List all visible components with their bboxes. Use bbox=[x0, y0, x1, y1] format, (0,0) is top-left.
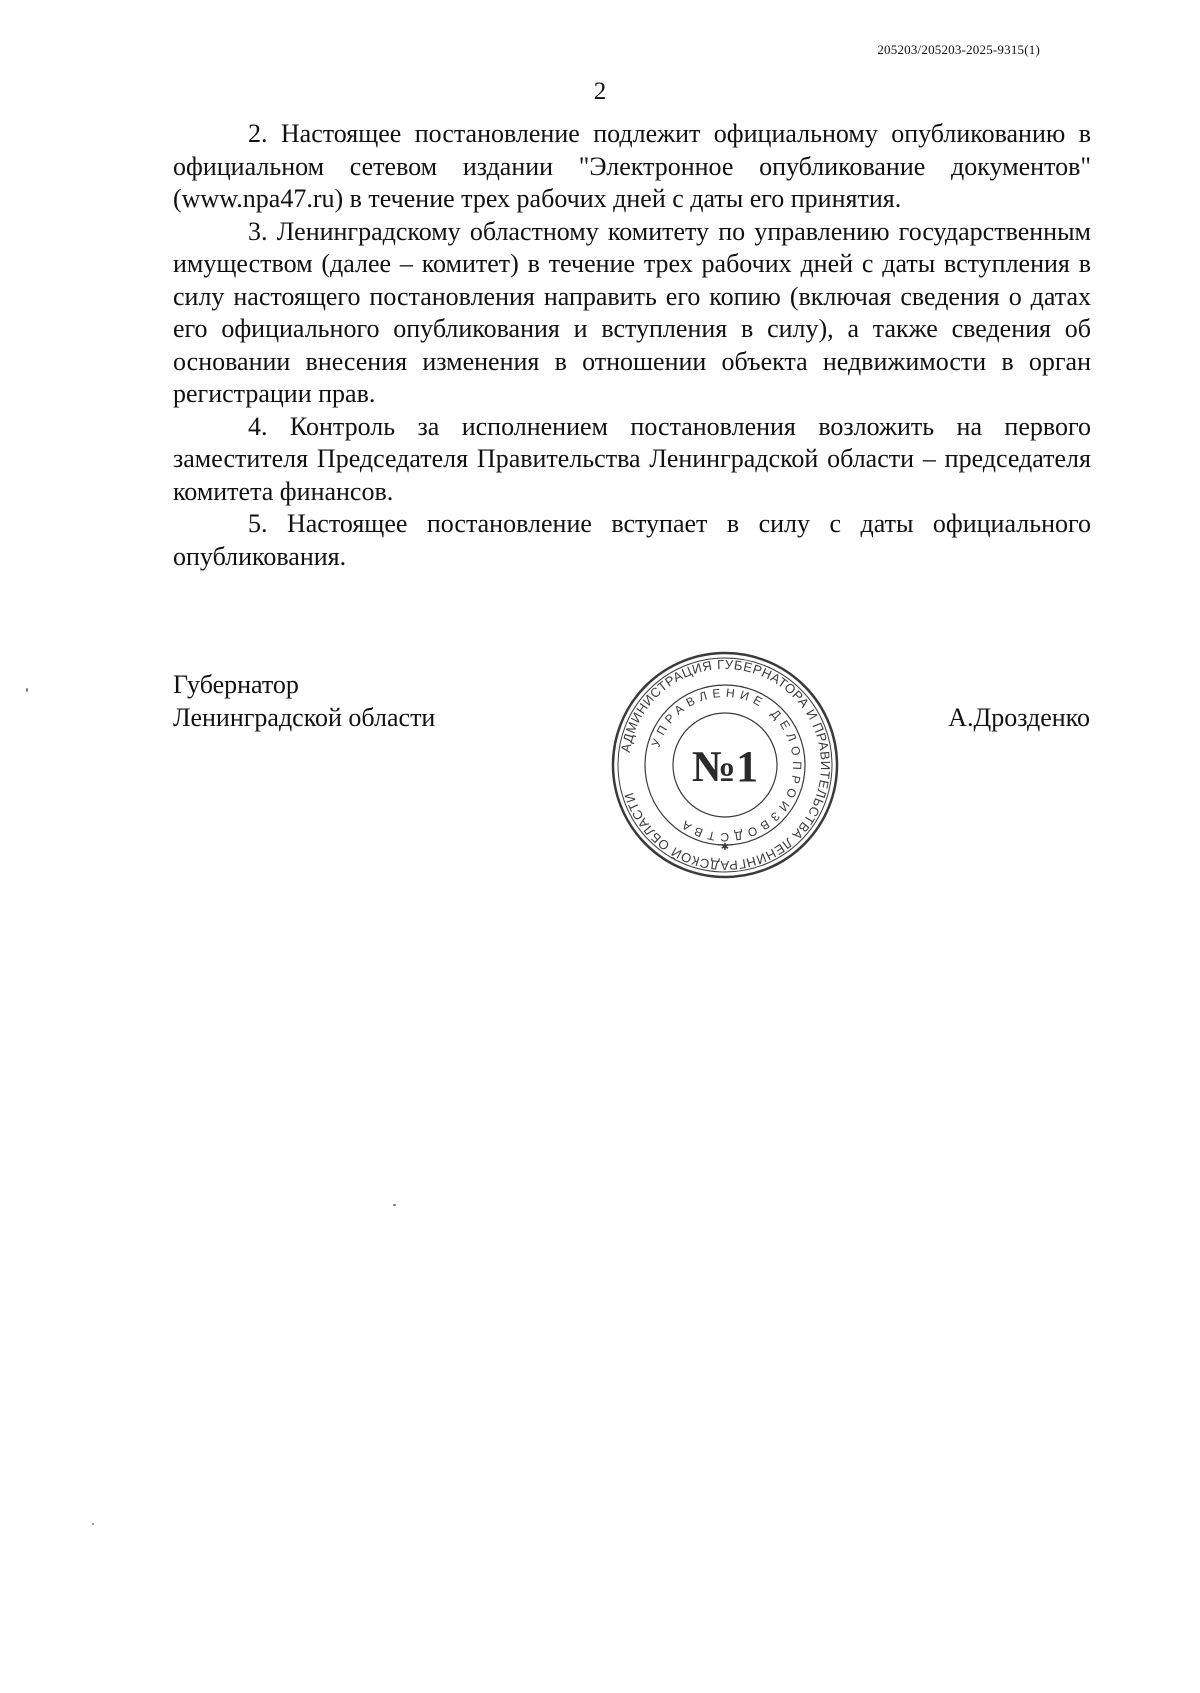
scan-speck bbox=[26, 688, 28, 692]
signatory-title-line-2: Ленинградской области bbox=[173, 703, 436, 732]
seal-number: №1 bbox=[691, 742, 759, 791]
signatory-title bbox=[173, 668, 435, 734]
seal-inner-text: УПРАВЛЕНИЕ ДЕЛОПРОИЗВОДСТВА bbox=[648, 685, 805, 845]
official-seal bbox=[610, 650, 840, 880]
paragraph-5: 5. Настоящее постановление вступает в силу с даты официального опубликования. bbox=[173, 509, 1091, 571]
paragraph-2: 2. Настоящее постановление подлежит официальному опубликованию в официальном сетевом издании "Электронное опубликование документов" (www.npa47.ru) в течение трех рабочих дней с даты его принятия. bbox=[173, 119, 1091, 213]
paragraph-3: 3. Ленинградскому областному комитету по управлению государственным имуществом (далее – комитет) в течение трех рабочих дней с даты вступления в силу настоящего постановления направить его копию (включая сведения о датах его официального опубликования и вступления в силу), а также сведения об основании внесения изменения в отношении объекта недвижимости в орган регистрации прав. bbox=[173, 216, 1091, 408]
signatory-name: А.Дрозденко bbox=[948, 703, 1090, 732]
document-body bbox=[173, 118, 1091, 573]
seal-star-icon: ✱ bbox=[720, 842, 730, 853]
paragraph-4: 4. Контроль за исполнением постановления возложить на первого заместителя Председателя Правительства Ленинградской области – председателя комитета финансов. bbox=[173, 411, 1091, 506]
scan-speck bbox=[393, 1204, 396, 1206]
signatory-title-line-1: Губернатор bbox=[173, 670, 299, 699]
page-number: 2 bbox=[593, 78, 607, 105]
scan-speck bbox=[92, 1523, 94, 1525]
document-id: 205203/205203-2025-9315(1) bbox=[877, 42, 1040, 57]
seal-outer-text: АДМИНИСТРАЦИЯ ГУБЕРНАТОРА И ПРАВИТЕЛЬСТВА ЛЕНИНГРАДСКОЙ ОБЛАСТИ bbox=[617, 656, 834, 874]
